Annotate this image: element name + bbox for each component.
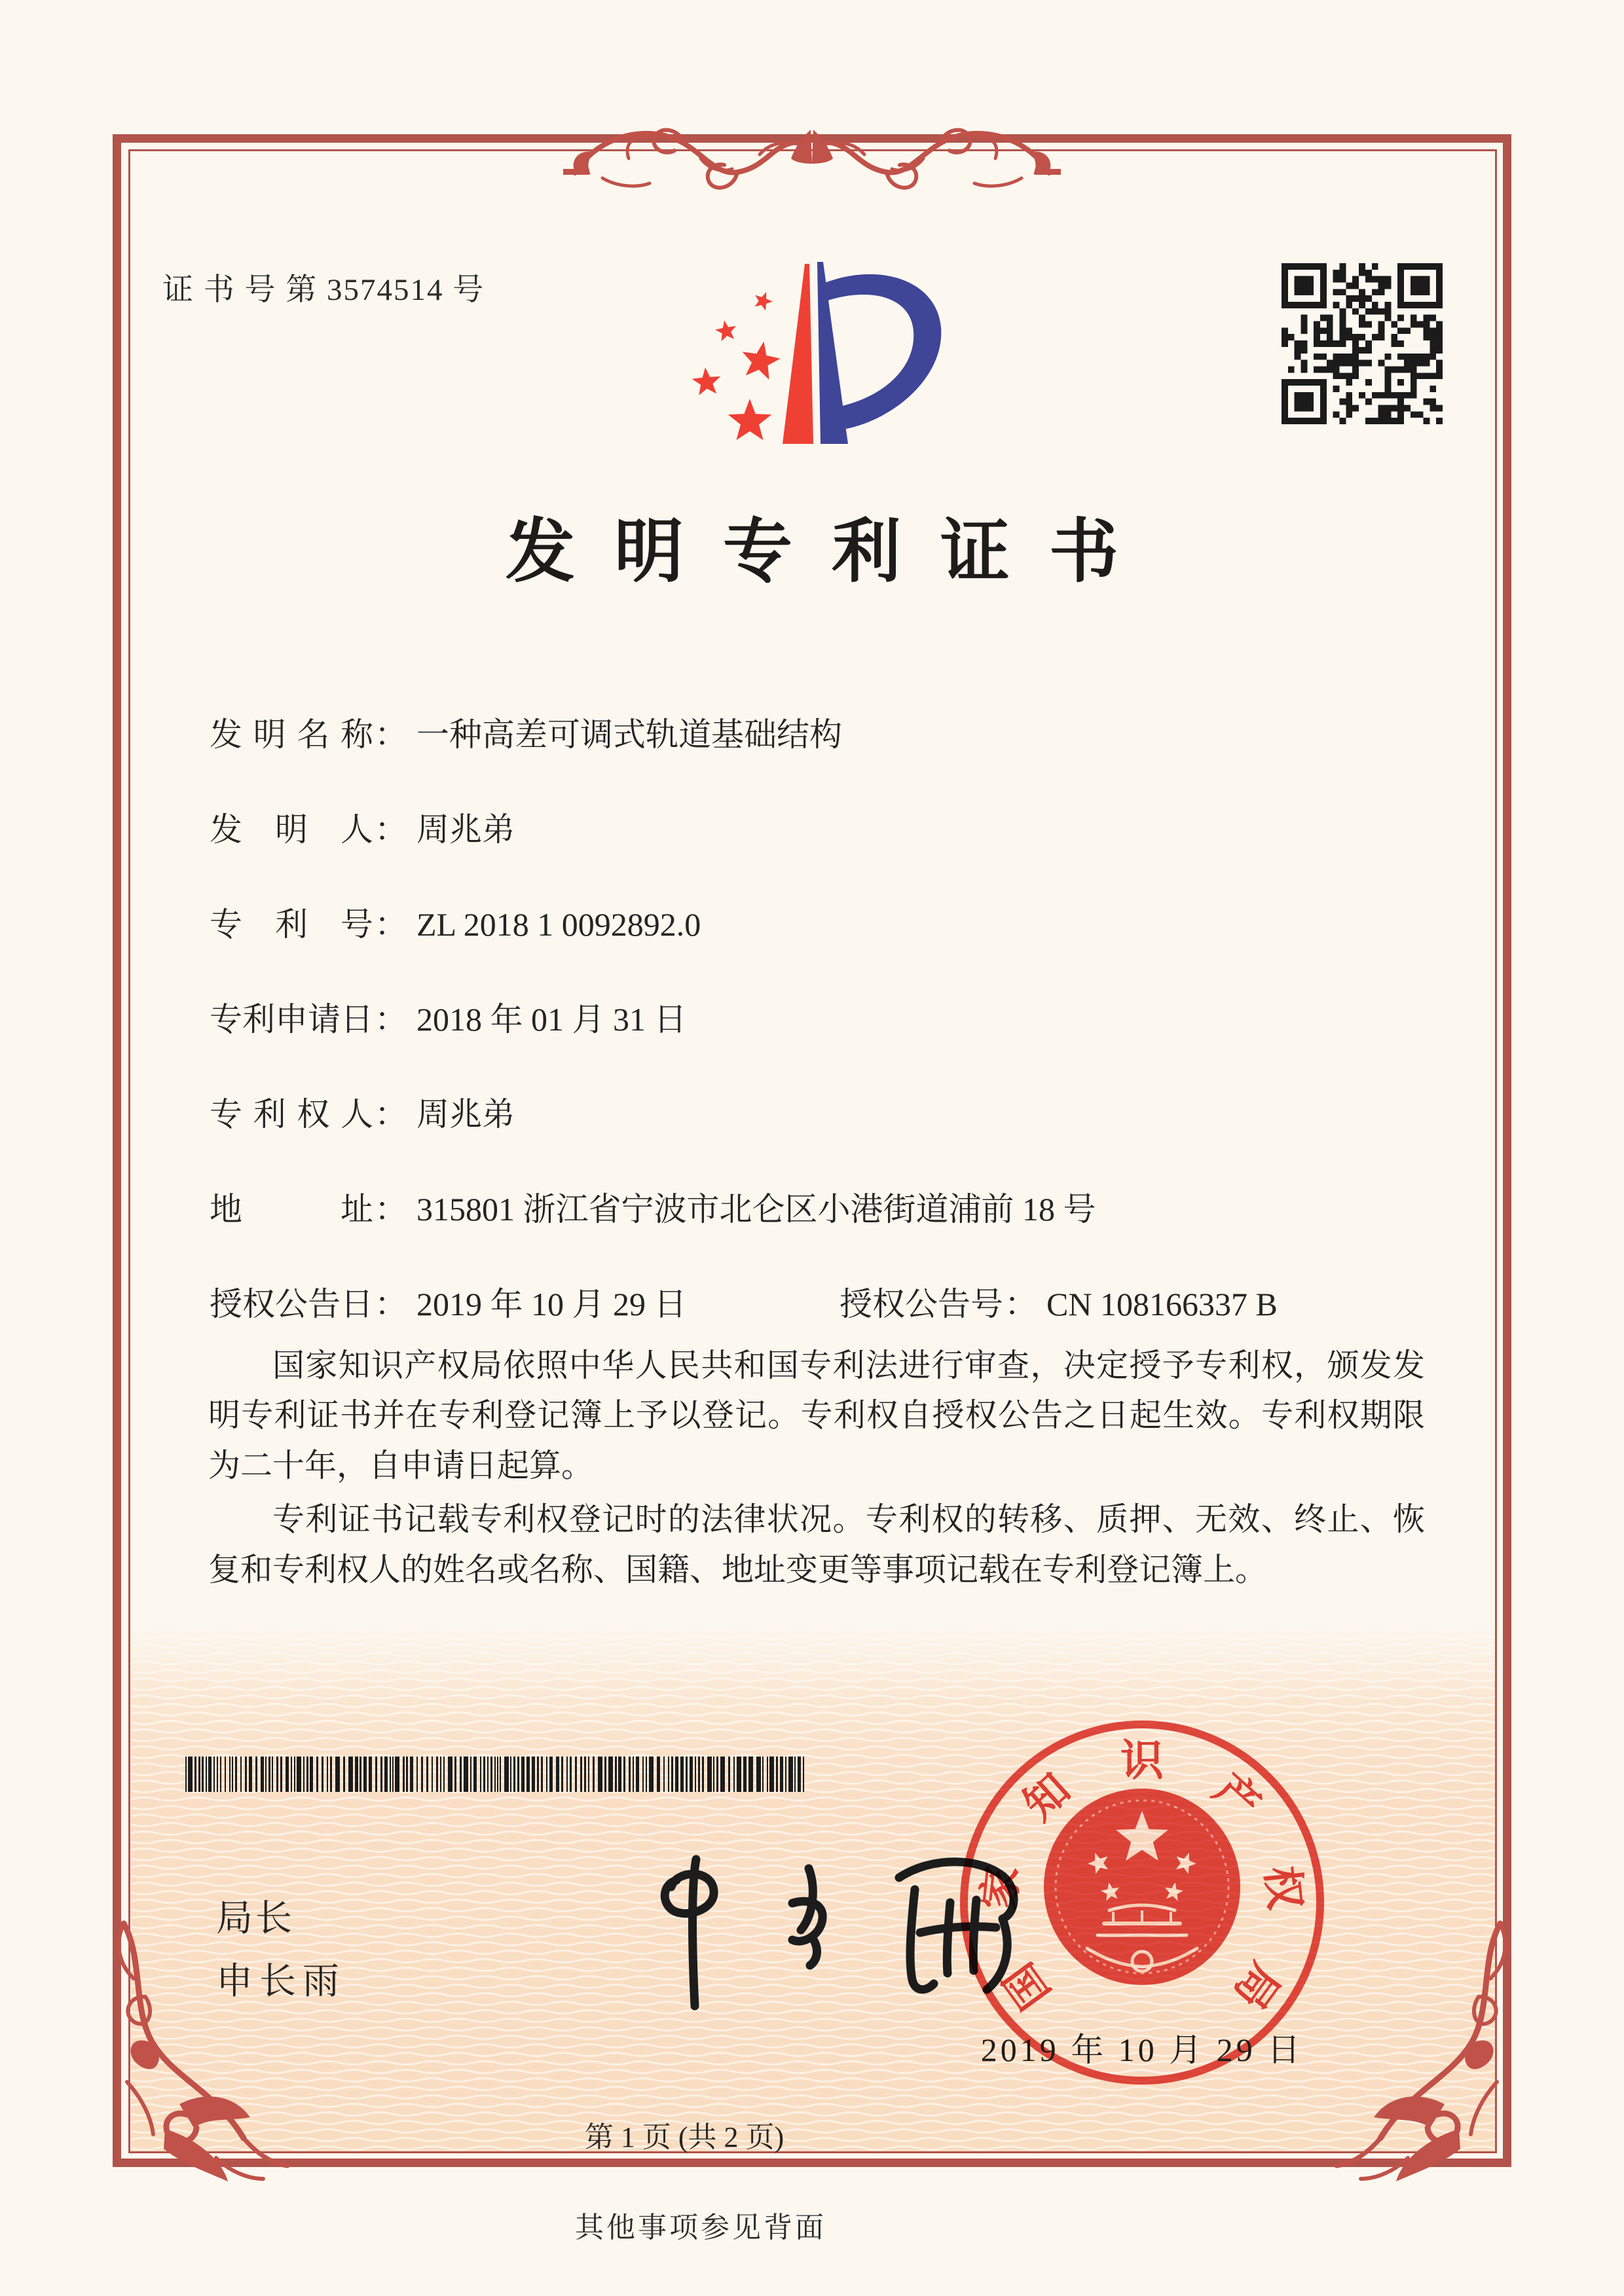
page-number: 第 1 页 (共 2 页) [584,2121,784,2153]
svg-text:产: 产 [1204,1765,1269,1830]
field-value: 周兆弟 [416,1096,515,1133]
field-colon: ： [375,716,407,753]
commissioner-label: 局长 [216,1899,295,1939]
field-label: 授权公告号 [840,1286,1003,1322]
qr-code [1281,263,1443,424]
field-row [210,1183,1428,1230]
field-row [210,1278,1428,1325]
cnipa-logo-icon [658,228,959,457]
footer-note: 其他事项参见背面 [575,2212,826,2244]
field-value: CN 108166337 B [1046,1286,1278,1322]
field-label: 专利申请日 [210,1001,373,1038]
commissioner-name: 申长雨 [216,1961,346,2002]
floral-corner-ornament [1333,1918,1536,2200]
field-row [210,1088,1428,1135]
svg-text:知: 知 [1015,1765,1080,1830]
svg-text:家: 家 [975,1863,1027,1912]
field-label: 发明人 [210,811,373,848]
field-label: 地址 [210,1191,373,1228]
official-seal [942,1702,1342,2103]
field-list [210,708,1428,1337]
field-value: 2018 年 01 月 31 日 [416,1001,687,1038]
field-colon: ： [375,1001,407,1038]
svg-text:识: 识 [1120,1737,1164,1785]
field-value: 2019 年 10 月 29 日 [416,1286,687,1322]
legal-paragraph: 国家知识产权局依照中华人民共和国专利法进行审查，决定授予专利权，颁发发明专利证书并在专利登记簿上予以登记。专利权自授权公告之日起生效。专利权期限为二十年，自申请日起算。 [208,1347,1425,1484]
barcode [185,1757,807,1792]
certificate-title: 发明专利证书 [506,514,1158,591]
field-value: ZL 2018 1 0092892.0 [416,906,701,943]
field-colon: ： [375,906,407,943]
field-label: 授权公告日 [210,1286,373,1322]
svg-text:局: 局 [1224,1954,1289,2018]
svg-text:国: 国 [995,1954,1060,2018]
field-row [210,708,1428,756]
seal-date: 2019 年 10 月 29 日 [980,2032,1304,2068]
legal-text [208,1341,1425,1595]
field-value: 周兆弟 [416,811,515,848]
field-colon: ： [375,1286,407,1322]
field-label: 专利权人 [210,1096,373,1133]
certificate-number: 证 书 号 第 3574514 号 [162,273,485,307]
field-row [210,803,1428,850]
field-colon: ： [375,1191,407,1228]
legal-paragraph: 专利证书记载专利权登记时的法律状况。专利权的转移、质押、无效、终止、恢复和专利权人的姓名或名称、国籍、地址变更等事项记载在专利登记簿上。 [208,1501,1425,1588]
field-row [210,993,1428,1040]
field-colon: ： [375,811,407,848]
field-colon: ： [1005,1286,1037,1322]
national-emblem [1044,1789,1240,1985]
svg-text:权: 权 [1257,1863,1309,1912]
dragon-ornament [563,96,1061,225]
field-label: 专利号 [210,906,373,943]
field-value: 一种高差可调式轨道基础结构 [416,716,842,753]
field-colon: ： [375,1096,407,1133]
field-row [210,898,1428,945]
field-row [840,1278,1278,1325]
field-value: 315801 浙江省宁波市北仑区小港街道浦前 18 号 [416,1191,1096,1228]
field-label: 发明名称 [210,716,373,753]
